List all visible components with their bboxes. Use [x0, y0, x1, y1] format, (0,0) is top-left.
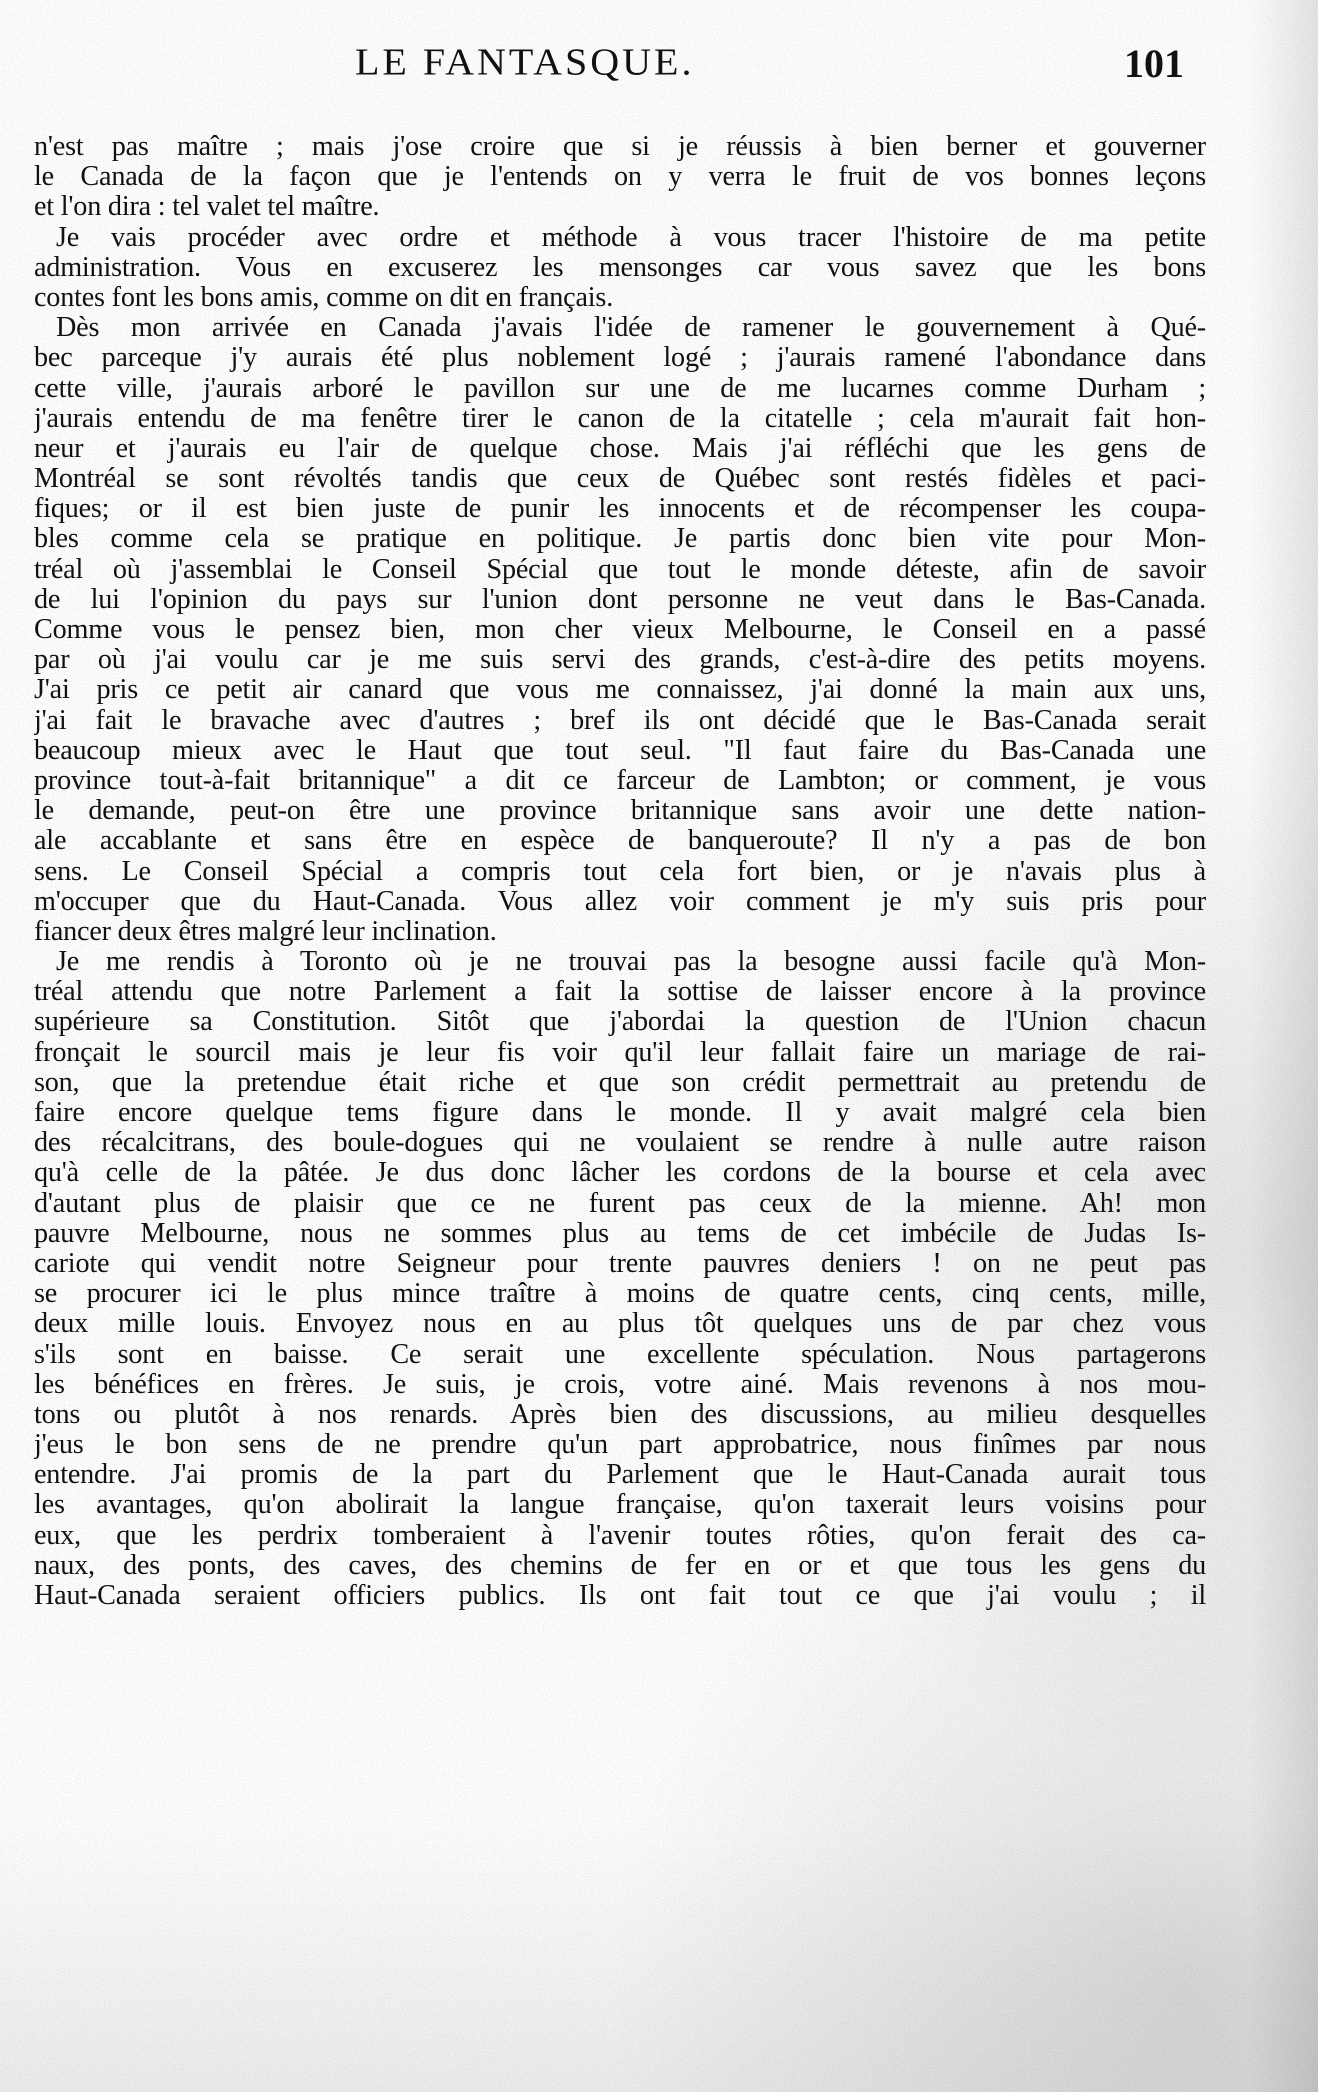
page-header — [0, 30, 1318, 90]
text-line: ale accablante et sans être en espèce de banqueroute? Il n'y a pas de bon — [34, 826, 1206, 857]
text-line: d'autant plus de plaisir que ce ne furent pas ceux de la mienne. Ah! mon — [34, 1188, 1206, 1219]
text-line: Comme vous le pensez bien, mon cher vieux Melbourne, le Conseil en a passé — [34, 615, 1206, 645]
text-line: fiancer deux êtres malgré leur inclination. — [34, 916, 497, 947]
page-number: 101 — [1124, 41, 1184, 86]
text-line: bles comme cela se pratique en politique. Je partis donc bien vite pour Mon- — [34, 524, 1206, 555]
text-line: fronçait le sourcil mais je leur fis voir qu'il leur fallait faire un mariage de rai- — [34, 1037, 1206, 1068]
text-line: bec parceque j'y aurais été plus noblement logé ; j'aurais ramené l'abondance dans — [34, 343, 1206, 374]
text-line: les bénéfices en frères. Je suis, je crois, votre ainé. Mais revenons à nos mou- — [34, 1369, 1206, 1400]
text-line: Je me rendis à Toronto où je ne trouvai pas la besogne aussi facile qu'à Mon- — [56, 947, 1206, 978]
scan-shadow-right — [1248, 0, 1318, 2092]
text-line: n'est pas maître ; mais j'ose croire que si je réussis à bien berner et gouverner — [34, 132, 1206, 162]
text-line: et l'on dira : tel valet tel maître. — [34, 192, 380, 223]
text-line: s'ils sont en baisse. Ce serait une excellente spéculation. Nous partagerons — [34, 1339, 1206, 1370]
text-line: sens. Le Conseil Spécial a compris tout cela fort bien, or je n'avais plus à — [34, 856, 1206, 887]
text-line: le Canada de la façon que je l'entends on y verra le fruit de vos bonnes leçons — [34, 162, 1206, 193]
text-line: beaucoup mieux avec le Haut que tout seul. "Il faut faire du Bas-Canada une — [34, 735, 1206, 766]
text-line: cette ville, j'aurais arboré le pavillon sur une de me lucarnes comme Durham ; — [34, 373, 1206, 404]
text-line: tréal où j'assemblai le Conseil Spécial que tout le monde déteste, afin de savoir — [34, 554, 1206, 585]
text-line: Je vais procéder avec ordre et méthode à vous tracer l'histoire de ma petite — [56, 222, 1206, 253]
text-line: tréal attendu que notre Parlement a fait la sottise de laisser encore à la province — [34, 977, 1206, 1008]
text-line: tons ou plutôt à nos renards. Après bien des discussions, au milieu desquelles — [34, 1399, 1206, 1430]
text-line: qu'à celle de la pâtée. Je dus donc lâcher les cordons de la bourse et cela avec — [34, 1158, 1206, 1189]
text-line: de lui l'opinion du pays sur l'union dont personne ne veut dans le Bas-Canada. — [34, 584, 1206, 615]
text-line: le demande, peut-on être une province britannique sans avoir une dette nation- — [34, 796, 1206, 827]
text-line: neur et j'aurais eu l'air de quelque chose. Mais j'ai réfléchi que les gens de — [34, 433, 1206, 464]
text-line: Haut-Canada seraient officiers publics. Ils ont fait tout ce que j'ai voulu ; il — [34, 1581, 1206, 1611]
text-line: supérieure sa Constitution. Sitôt que j'abordai la question de l'Union chacun — [34, 1007, 1206, 1038]
text-line: se procurer ici le plus mince traître à moins de quatre cents, cinq cents, mille, — [34, 1279, 1206, 1310]
text-line: des récalcitrans, des boule-dogues qui ne voulaient se rendre à nulle autre raison — [34, 1128, 1206, 1159]
text-line: province tout-à-fait britannique" a dit ce farceur de Lambton; or comment, je vous — [34, 765, 1206, 796]
text-line: j'aurais entendu de ma fenêtre tirer le canon de la citatelle ; cela m'aurait fait hon- — [34, 403, 1206, 434]
text-line: m'occuper que du Haut-Canada. Vous allez voir comment je m'y suis pris pour — [34, 886, 1206, 917]
text-line: naux, des ponts, des caves, des chemins de fer en or et que tous les gens du — [34, 1550, 1206, 1581]
scan-shadow-bottom — [0, 1822, 1318, 2092]
text-line: cariote qui vendit notre Seigneur pour trente pauvres deniers ! on ne peut pas — [34, 1248, 1206, 1279]
text-line: Montréal se sont révoltés tandis que ceux de Québec sont restés fidèles et paci- — [34, 464, 1206, 495]
text-line: J'ai pris ce petit air canard que vous me connaissez, j'ai donné la main aux uns, — [34, 675, 1206, 706]
text-line: pauvre Melbourne, nous ne sommes plus au tems de cet imbécile de Judas Is- — [34, 1218, 1206, 1249]
text-line: contes font les bons amis, comme on dit en français. — [34, 282, 614, 313]
text-line: entendre. J'ai promis de la part du Parlement que le Haut-Canada aurait tous — [34, 1460, 1206, 1491]
body-text — [34, 132, 1206, 1611]
text-line: deux mille louis. Envoyez nous en au plus tôt quelques uns de par chez vous — [34, 1309, 1206, 1340]
text-line: eux, que les perdrix tomberaient à l'avenir toutes rôties, qu'on ferait des ca- — [34, 1520, 1206, 1551]
text-line: j'ai fait le bravache avec d'autres ; bref ils ont décidé que le Bas-Canada serait — [34, 705, 1206, 736]
text-line: j'eus le bon sens de ne prendre qu'un part approbatrice, nous finîmes par nous — [34, 1430, 1206, 1461]
text-line: Dès mon arrivée en Canada j'avais l'idée de ramener le gouvernement à Qué- — [56, 313, 1206, 344]
text-line: les avantages, qu'on abolirait la langue française, qu'on taxerait leurs voisins pour — [34, 1490, 1206, 1521]
running-title: LE FANTASQUE. — [355, 40, 695, 83]
text-line: faire encore quelque tems figure dans le monde. Il y avait malgré cela bien — [34, 1098, 1206, 1128]
text-line: son, que la pretendue était riche et que son crédit permettrait au pretendu de — [34, 1067, 1206, 1098]
text-line: administration. Vous en excuserez les mensonges car vous savez que les bons — [34, 252, 1206, 283]
text-line: par où j'ai voulu car je me suis servi des grands, c'est-à-dire des petits moyens. — [34, 645, 1206, 676]
text-line: fiques; or il est bien juste de punir les innocents et de récompenser les coupa- — [34, 494, 1206, 525]
